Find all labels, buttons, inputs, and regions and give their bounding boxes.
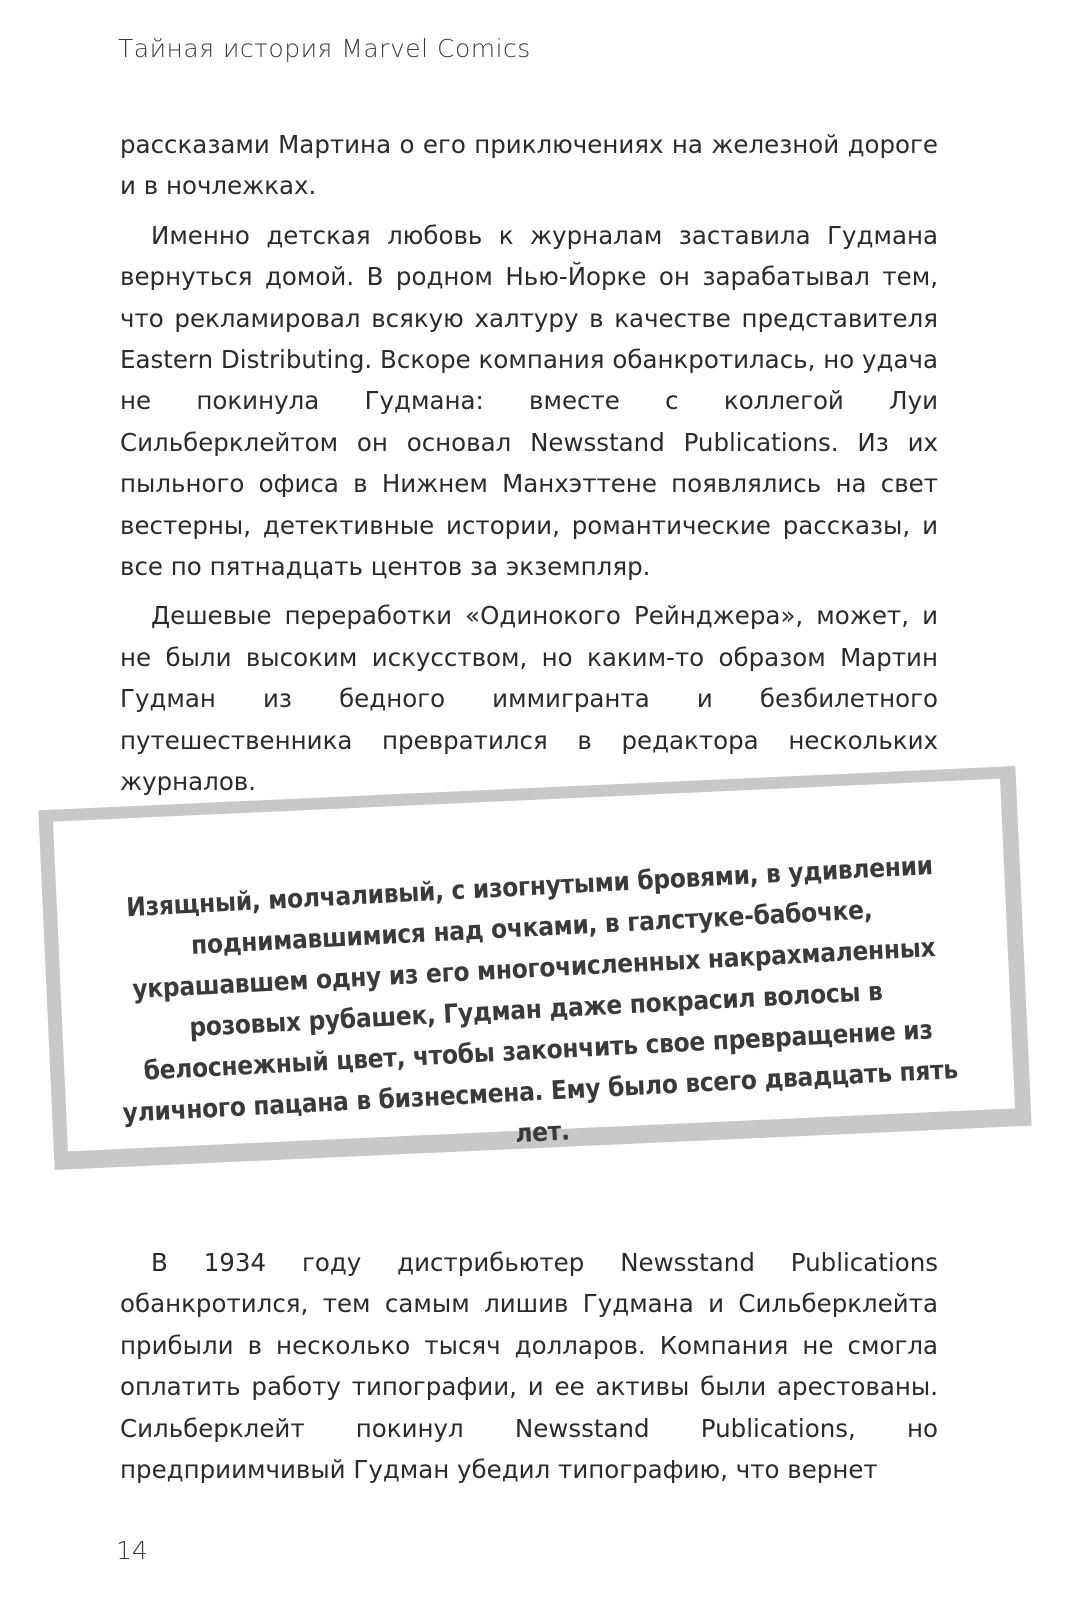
running-head: Тайная история Marvel Comics bbox=[118, 34, 531, 63]
paragraph: рассказами Мартина о его приключениях на железной дороге и в ночлежках. bbox=[120, 130, 938, 201]
paragraph: Дешевые переработки «Одинокого Рейнджера», может, и не были высоким искусством, но каким-то образом Мартин Гудман из бедного иммигранта и безбилетного путешественника превратился в редактора нескольких журналов. bbox=[120, 601, 938, 797]
pull-quote-box bbox=[36, 772, 1036, 1232]
body-text-top bbox=[120, 124, 938, 811]
paragraph: Именно детская любовь к журналам заставила Гудмана вернуться домой. В родном Нью-Йорке он зарабатывал тем, что рекламировал всякую халтуру в качестве представителя Eastern Distributing. Вскоре компания обанкротилась, но удача не покинула Гудмана: вместе с коллегой Луи Сильберклейтом он основал Newsstand Publications. Из их пыльного офиса в Нижнем Манхэттене появлялись на свет вестерны, детективные истории, романтические рассказы, и все по пятнадцать центов за экземпляр. bbox=[120, 220, 938, 582]
page-number: 14 bbox=[116, 1536, 148, 1565]
body-text-bottom bbox=[120, 1242, 938, 1498]
paragraph: В 1934 году дистрибьютер Newsstand Publications обанкротился, тем самым лишив Гудмана и Сильберклейта прибыли в несколько тысяч долларов. Компания не смогла оплатить работу типографии, и ее активы были арестованы. Сильберклейт покинул Newsstand Publications, но предприимчивый Гудман убедил типографию, что вернет bbox=[120, 1248, 938, 1485]
pull-quote-text: Изящный, молчаливый, с изогнутыми бровями, в удивлении поднимавшимися над очками, в галстуке-бабочке, украшавшем одну из его многочисленных накрахмаленных розовых рубашек, Гудман даже покрасил волосы в белоснежный цвет, чтобы закончить свое превращение из уличного пацана в бизнесмена. Ему было всего двадцать пять лет. bbox=[121, 851, 959, 1150]
